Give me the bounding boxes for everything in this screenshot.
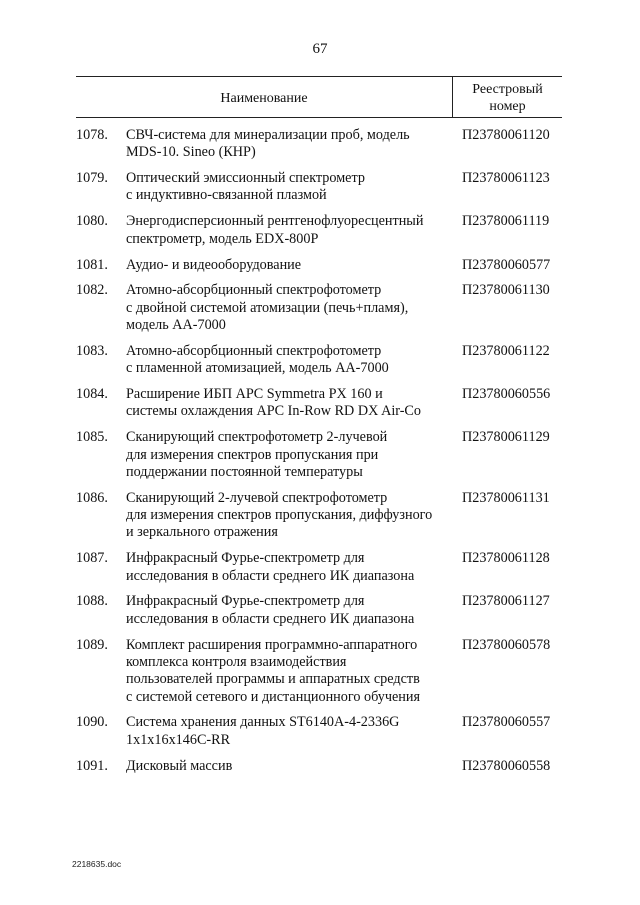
registry-number: П23780061119 xyxy=(462,213,550,230)
item-name: Оптический эмиссионный спектрометр с индуктивно-связанной плазмой xyxy=(126,170,365,204)
registry-number: П23780061130 xyxy=(462,282,550,299)
row-number: 1079. xyxy=(76,170,108,187)
item-name: Расширение ИБП APC Symmetra PX 160 и системы охлаждения APC In-Row RD DX Air-Co xyxy=(126,386,421,420)
row-number: 1089. xyxy=(76,636,108,653)
registry-number: П23780060556 xyxy=(462,386,551,403)
column-header-name: Наименование xyxy=(220,90,308,106)
row-number: 1087. xyxy=(76,550,108,567)
item-name: Сканирующий спектрофотометр 2-лучевой для измерения спектров пропускания при поддержании постоянной температуры xyxy=(126,429,388,480)
table-row xyxy=(76,257,562,274)
registry-number: П23780061123 xyxy=(462,170,550,187)
registry-number: П23780061131 xyxy=(462,489,550,506)
item-name: Сканирующий 2-лучевой спектрофотометр для измерения спектров пропускания, диффузного и зеркального отражения xyxy=(126,489,433,541)
table-row xyxy=(76,550,562,585)
registry-number: П23780060578 xyxy=(462,636,551,653)
row-number: 1080. xyxy=(76,213,108,230)
row-number: 1083. xyxy=(76,342,108,359)
table-row xyxy=(76,714,562,749)
table-row xyxy=(76,386,562,421)
item-name: Атомно-абсорбционный спектрофотометр с пламенной атомизацией, модель AA-7000 xyxy=(126,342,389,377)
registry-number: П23780061120 xyxy=(462,127,550,143)
table-row xyxy=(76,343,562,378)
table-body xyxy=(76,127,562,775)
table-row xyxy=(76,593,562,628)
item-name: Аудио- и видеооборудование xyxy=(126,256,302,273)
registry-number: П23780060558 xyxy=(462,757,551,774)
registry-number: П23780060577 xyxy=(462,256,551,273)
row-number: 1088. xyxy=(76,593,108,610)
row-number: 1078. xyxy=(76,127,108,143)
table-row xyxy=(76,127,562,162)
registry-table xyxy=(76,76,562,784)
page-number: 67 xyxy=(312,41,328,57)
registry-number: П23780061128 xyxy=(462,550,550,567)
item-name: Инфракрасный Фурье-спектрометр для исследования в области среднего ИК диапазона xyxy=(126,593,415,627)
table-row xyxy=(76,429,562,481)
row-number: 1085. xyxy=(76,429,108,446)
item-name: СВЧ-система для минерализации проб, модель MDS-10. Sineo (КНР) xyxy=(126,127,410,161)
document-filename: 2218635.doc xyxy=(72,859,122,869)
row-number: 1091. xyxy=(76,757,108,774)
item-name: Дисковый массив xyxy=(126,757,233,774)
item-name: Атомно-абсорбционный спектрофотометр с двойной системой атомизации (печь+пламя), модель AA-7000 xyxy=(126,282,409,334)
row-number: 1084. xyxy=(76,386,108,403)
registry-number: П23780061129 xyxy=(462,429,550,446)
row-number: 1086. xyxy=(76,489,108,506)
row-number: 1082. xyxy=(76,282,108,299)
table-row xyxy=(76,213,562,248)
column-header-registry-number: Реестровый номер xyxy=(452,77,562,117)
table-header xyxy=(76,76,562,118)
item-name: Энергодисперсионный рентгенофлуоресцентный спектрометр, модель EDX-800P xyxy=(126,213,424,247)
registry-number: П23780060557 xyxy=(462,714,551,731)
registry-number: П23780061127 xyxy=(462,593,550,610)
registry-number: П23780061122 xyxy=(462,342,550,359)
row-number: 1090. xyxy=(76,714,108,731)
table-row xyxy=(76,637,562,706)
item-name: Инфракрасный Фурье-спектрометр для исследования в области среднего ИК диапазона xyxy=(126,550,415,584)
item-name: Комплект расширения программно-аппаратного комплекса контроля взаимодействия пользователей программы и аппаратных средств с системой сетевого и дистанционного обучения xyxy=(126,636,420,705)
table-row xyxy=(76,490,562,542)
table-row xyxy=(76,758,562,775)
table-row xyxy=(76,170,562,205)
item-name: Система хранения данных ST6140A-4-2336G 1x1x16x146C-RR xyxy=(126,714,400,748)
row-number: 1081. xyxy=(76,256,108,273)
table-row xyxy=(76,282,562,334)
